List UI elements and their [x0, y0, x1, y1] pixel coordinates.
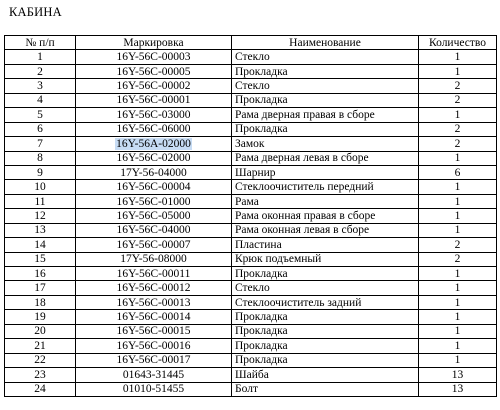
row-number: 19: [5, 310, 76, 324]
row-name: Рама дверная левая в сборе: [232, 151, 419, 165]
row-marking: [76, 137, 232, 151]
row-number: 16: [5, 267, 76, 281]
row-name: Прокладка: [232, 267, 419, 281]
row-name: Рама: [232, 194, 419, 208]
table-row: [5, 281, 497, 295]
row-quantity: 1: [419, 324, 497, 338]
row-number: 13: [5, 223, 76, 237]
table-row: [5, 382, 497, 396]
row-marking: 16Y-56C-00013: [76, 295, 232, 309]
row-number: 21: [5, 339, 76, 353]
table-row: [5, 324, 497, 338]
row-quantity: 2: [419, 252, 497, 266]
table-row: [5, 180, 497, 194]
row-number: 11: [5, 194, 76, 208]
row-number: 24: [5, 382, 76, 396]
row-name: Шайба: [232, 368, 419, 382]
row-marking: 16Y-56C-06000: [76, 122, 232, 136]
row-marking: 16Y-56C-00001: [76, 93, 232, 107]
row-marking: 16Y-56C-00004: [76, 180, 232, 194]
row-number: 14: [5, 238, 76, 252]
table-row: [5, 194, 497, 208]
table-row: [5, 209, 497, 223]
row-name: Пластина: [232, 238, 419, 252]
row-marking: 01643-31445: [76, 368, 232, 382]
row-quantity: 1: [419, 339, 497, 353]
row-name: Стекло: [232, 79, 419, 93]
table-row: [5, 165, 497, 179]
row-quantity: 2: [419, 93, 497, 107]
row-name: Прокладка: [232, 310, 419, 324]
row-marking: 16Y-56C-00014: [76, 310, 232, 324]
row-name: Рама оконная левая в сборе: [232, 223, 419, 237]
row-number: 1: [5, 50, 76, 64]
table-row: [5, 137, 497, 151]
row-marking: 01010-51455: [76, 382, 232, 396]
row-name: Рама оконная правая в сборе: [232, 209, 419, 223]
row-number: 7: [5, 137, 76, 151]
row-number: 23: [5, 368, 76, 382]
row-quantity: 1: [419, 295, 497, 309]
row-name: Крюк подъемный: [232, 252, 419, 266]
row-marking: 16Y-56C-01000: [76, 194, 232, 208]
row-quantity: 1: [419, 180, 497, 194]
header-number: № п/п: [5, 36, 76, 50]
row-quantity: 1: [419, 151, 497, 165]
row-quantity: 1: [419, 281, 497, 295]
row-quantity: 13: [419, 382, 497, 396]
row-marking: 16Y-56C-02000: [76, 151, 232, 165]
row-name: Замок: [232, 137, 419, 151]
table-row: [5, 108, 497, 122]
row-quantity: 1: [419, 64, 497, 78]
row-number: 10: [5, 180, 76, 194]
row-quantity: 6: [419, 165, 497, 179]
row-name: Стекло: [232, 50, 419, 64]
row-marking: 16Y-56C-00003: [76, 50, 232, 64]
table-row: [5, 368, 497, 382]
selected-text-highlight[interactable]: 16Y-56A-02000: [116, 137, 191, 150]
table-row: [5, 267, 497, 281]
row-number: 12: [5, 209, 76, 223]
row-number: 15: [5, 252, 76, 266]
row-number: 5: [5, 108, 76, 122]
row-name: Стеклоочиститель передний: [232, 180, 419, 194]
row-marking: 16Y-56C-03000: [76, 108, 232, 122]
row-number: 8: [5, 151, 76, 165]
table-row: [5, 223, 497, 237]
row-number: 9: [5, 165, 76, 179]
table-row: [5, 93, 497, 107]
table-row: [5, 252, 497, 266]
row-marking: 16Y-56C-00015: [76, 324, 232, 338]
row-quantity: 1: [419, 194, 497, 208]
row-marking: 16Y-56C-00007: [76, 238, 232, 252]
table-header-row: [5, 36, 497, 50]
row-marking: 16Y-56C-00002: [76, 79, 232, 93]
row-quantity: 1: [419, 209, 497, 223]
table-row: [5, 353, 497, 367]
row-name: Прокладка: [232, 122, 419, 136]
row-marking: 16Y-56C-00017: [76, 353, 232, 367]
table-row: [5, 238, 497, 252]
header-name: Наименование: [232, 36, 419, 50]
row-quantity: 2: [419, 79, 497, 93]
row-name: Болт: [232, 382, 419, 396]
table-row: [5, 295, 497, 309]
header-marking: Маркировка: [76, 36, 232, 50]
document-title: КАБИНА: [9, 5, 62, 19]
row-quantity: 1: [419, 108, 497, 122]
row-number: 3: [5, 79, 76, 93]
row-quantity: 13: [419, 368, 497, 382]
header-quantity: Количество: [419, 36, 497, 50]
row-number: 6: [5, 122, 76, 136]
table-row: [5, 122, 497, 136]
table-row: [5, 151, 497, 165]
table-body: [5, 50, 497, 397]
row-quantity: 1: [419, 267, 497, 281]
row-number: 20: [5, 324, 76, 338]
row-name: Прокладка: [232, 324, 419, 338]
row-name: Стекло: [232, 281, 419, 295]
row-quantity: 1: [419, 223, 497, 237]
table-row: [5, 79, 497, 93]
row-quantity: 1: [419, 50, 497, 64]
row-marking: 16Y-56C-00011: [76, 267, 232, 281]
row-marking: 16Y-56C-05000: [76, 209, 232, 223]
row-name: Прокладка: [232, 93, 419, 107]
row-marking: 17Y-56-04000: [76, 165, 232, 179]
table-row: [5, 50, 497, 64]
row-number: 4: [5, 93, 76, 107]
row-number: 18: [5, 295, 76, 309]
row-name: Рама дверная правая в сборе: [232, 108, 419, 122]
table-row: [5, 310, 497, 324]
row-marking: 16Y-56C-00005: [76, 64, 232, 78]
row-marking: 16Y-56C-04000: [76, 223, 232, 237]
row-number: 22: [5, 353, 76, 367]
row-marking: 16Y-56C-00016: [76, 339, 232, 353]
row-name: Шарнир: [232, 165, 419, 179]
row-quantity: 2: [419, 137, 497, 151]
table-row: [5, 339, 497, 353]
row-marking: 17Y-56-08000: [76, 252, 232, 266]
row-number: 17: [5, 281, 76, 295]
row-number: 2: [5, 64, 76, 78]
row-quantity: 2: [419, 122, 497, 136]
parts-table: [4, 35, 497, 397]
row-name: Прокладка: [232, 64, 419, 78]
row-name: Прокладка: [232, 353, 419, 367]
row-quantity: 1: [419, 310, 497, 324]
row-name: Прокладка: [232, 339, 419, 353]
table-row: [5, 64, 497, 78]
row-quantity: 1: [419, 353, 497, 367]
row-quantity: 2: [419, 238, 497, 252]
row-marking: 16Y-56C-00012: [76, 281, 232, 295]
row-name: Стеклоочиститель задний: [232, 295, 419, 309]
